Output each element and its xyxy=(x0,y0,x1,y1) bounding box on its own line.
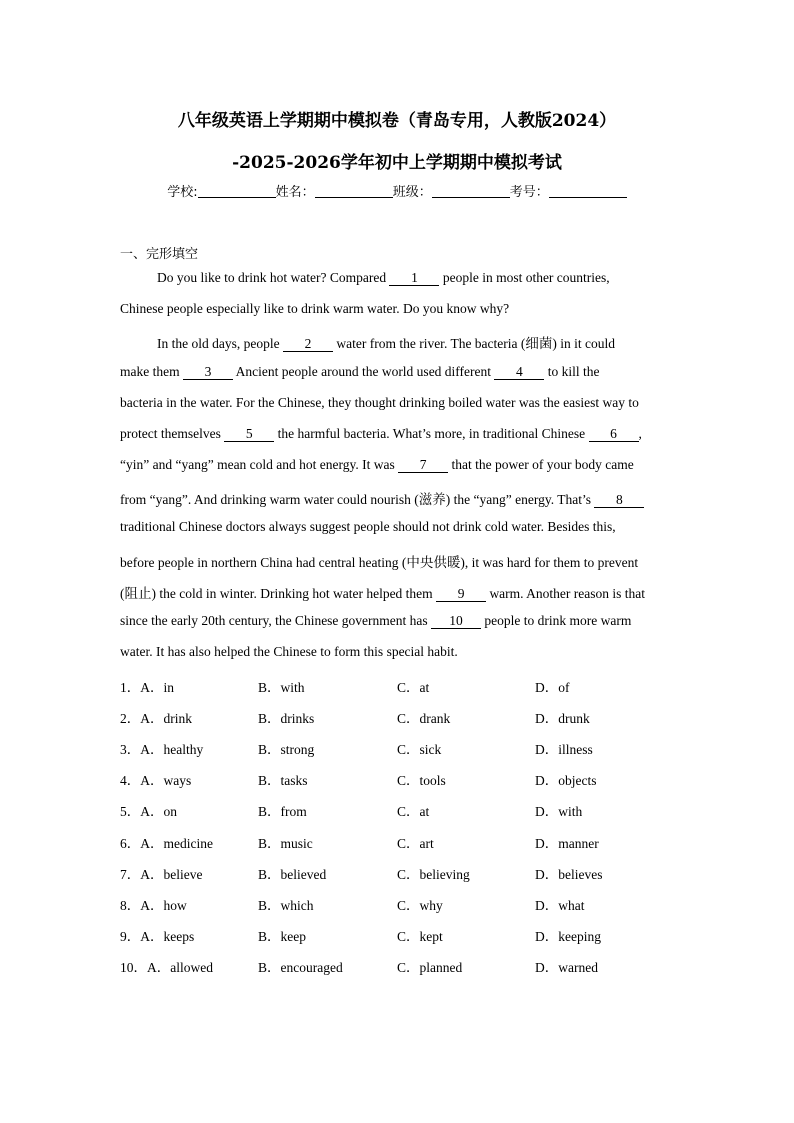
option-a: 8．A．how xyxy=(120,898,187,913)
option-a: 7．A．believe xyxy=(120,867,203,882)
exam-title: 八年级英语上学期期中模拟卷（青岛专用，人教版2024） xyxy=(177,111,617,131)
passage-line: protect themselves 5 the harmful bacteria. What’s more, in traditional Chinese 6 , xyxy=(120,426,642,441)
passage-line: In the old days, people 2 water from the river. The bacteria (细菌) in it could xyxy=(157,336,616,351)
option-a: 10．A．allowed xyxy=(120,960,213,975)
passage-line: Chinese people especially like to drink warm water. Do you know why? xyxy=(120,301,510,316)
exam-number-blank[interactable] xyxy=(549,184,627,198)
option-a: 2．A．drink xyxy=(120,711,192,726)
option-b: B．believed xyxy=(258,867,327,882)
passage-line: “yin” and “yang” mean cold and hot energy. It was 7 that the power of your body came xyxy=(120,457,634,472)
option-b: B．strong xyxy=(258,742,315,757)
option-d: D．warned xyxy=(535,960,598,975)
answer-blank: 4 xyxy=(494,364,544,380)
option-d: D．with xyxy=(535,804,583,819)
class-blank[interactable] xyxy=(432,184,510,198)
passage-line: make them 3 Ancient people around the world used different 4 to kill the xyxy=(120,364,600,379)
option-d: D．objects xyxy=(535,773,597,788)
option-d: D．keeping xyxy=(535,929,601,944)
option-b: B．from xyxy=(258,804,307,819)
option-a: 5．A．on xyxy=(120,804,177,819)
class-label: 班级： xyxy=(392,185,432,200)
passage-line: Do you like to drink hot water? Compared 1 people in most other countries, xyxy=(157,270,610,285)
option-a: 6．A．medicine xyxy=(120,836,213,851)
option-b: B．with xyxy=(258,680,305,695)
option-c: C．at xyxy=(397,680,430,695)
option-b: B．tasks xyxy=(258,773,308,788)
student-info-line xyxy=(0,181,794,200)
option-b: B．music xyxy=(258,836,313,851)
option-b: B．keep xyxy=(258,929,306,944)
answer-blank: 10 xyxy=(431,613,481,629)
passage-line: water. It has also helped the Chinese to form this special habit. xyxy=(120,644,458,659)
option-d: D．manner xyxy=(535,836,599,851)
section-title: 一、完形填空 xyxy=(120,247,199,262)
answer-blank: 7 xyxy=(398,457,448,473)
option-c: C．believing xyxy=(397,867,470,882)
passage-line: traditional Chinese doctors always suggest people should not drink cold water. Besides this, xyxy=(120,519,616,534)
option-a: 1．A．in xyxy=(120,680,174,695)
option-d: D．drunk xyxy=(535,711,590,726)
option-c: C．at xyxy=(397,804,430,819)
answer-blank: 8 xyxy=(594,492,644,508)
answer-blank: 6 xyxy=(589,426,639,442)
option-c: C．why xyxy=(397,898,443,913)
passage-line: from “yang”. And drinking warm water could nourish (滋养) the “yang” energy. That’s 8 xyxy=(120,488,680,508)
option-b: B．encouraged xyxy=(258,960,343,975)
option-b: B．which xyxy=(258,898,314,913)
option-c: C．art xyxy=(397,836,434,851)
answer-blank: 2 xyxy=(283,336,333,352)
answer-blank: 1 xyxy=(389,270,439,286)
answer-blank: 5 xyxy=(224,426,274,442)
option-d: D．illness xyxy=(535,742,593,757)
exam-number-label: 考号： xyxy=(509,185,549,200)
option-d: D．of xyxy=(535,680,570,695)
passage-line: since the early 20th century, the Chinese government has 10 people to drink more warm xyxy=(120,613,632,628)
passage-line: before people in northern China had central heating (中央供暖), it was hard for them to prevent xyxy=(120,555,639,570)
passage-line: bacteria in the water. For the Chinese, they thought drinking boiled water was the easiest way to xyxy=(120,395,639,410)
option-a: 3．A．healthy xyxy=(120,742,204,757)
option-d: D．what xyxy=(535,898,585,913)
option-b: B．drinks xyxy=(258,711,315,726)
option-a: 9．A．keeps xyxy=(120,929,195,944)
exam-subtitle: -2025-2026学年初中上学期期中模拟考试 xyxy=(232,153,562,173)
school-blank[interactable] xyxy=(198,184,276,198)
name-label: 姓名： xyxy=(275,185,315,200)
option-c: C．kept xyxy=(397,929,443,944)
option-d: D．believes xyxy=(535,867,603,882)
option-c: C．sick xyxy=(397,742,442,757)
option-c: C．tools xyxy=(397,773,446,788)
option-c: C．planned xyxy=(397,960,463,975)
option-a: 4．A．ways xyxy=(120,773,192,788)
option-c: C．drank xyxy=(397,711,451,726)
answer-blank: 9 xyxy=(436,586,486,602)
answer-blank: 3 xyxy=(183,364,233,380)
name-blank[interactable] xyxy=(315,184,393,198)
passage-line: (阻止) the cold in winter. Drinking hot water helped them 9 warm. Another reason is that xyxy=(120,586,646,601)
school-label: 学校: xyxy=(167,185,198,200)
